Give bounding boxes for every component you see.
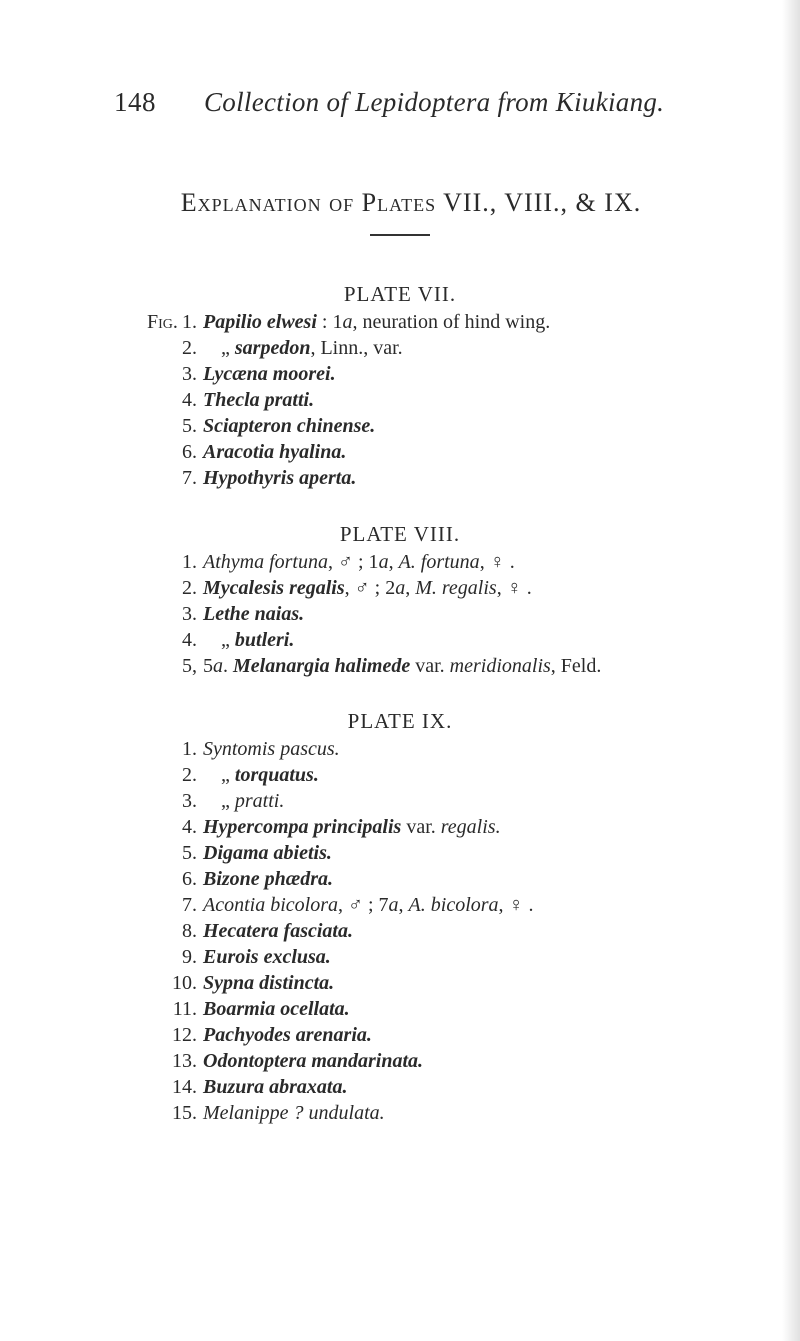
plate-entry bbox=[0, 944, 800, 970]
entry-number: 13. bbox=[172, 1050, 197, 1072]
entry-number: 1. bbox=[182, 311, 197, 333]
plate-entry bbox=[0, 814, 800, 840]
entry-number: 3. bbox=[182, 603, 197, 625]
entry-text: Papilio elwesi : 1a, neuration of hind wing. bbox=[203, 311, 551, 333]
entry-number: 2. bbox=[182, 764, 197, 786]
plate-entry bbox=[0, 918, 800, 944]
entry-text: Acontia bicolora, ♂ ; 7a, A. bicolora, ♀ . bbox=[203, 894, 534, 916]
entry-text: Thecla pratti. bbox=[203, 389, 315, 411]
entry-text: „ butleri. bbox=[221, 629, 295, 651]
entry-text: Boarmia ocellata. bbox=[203, 998, 350, 1020]
plate-entry bbox=[0, 1048, 800, 1074]
entry-number: 2. bbox=[182, 337, 197, 359]
entry-number: 4. bbox=[182, 389, 197, 411]
entry-number: 11. bbox=[172, 998, 197, 1020]
entry-text: Syntomis pascus. bbox=[203, 738, 340, 760]
plate-entry bbox=[0, 762, 800, 788]
plate-entry bbox=[0, 439, 800, 465]
plate-entry bbox=[0, 387, 800, 413]
plate-entry bbox=[0, 465, 800, 491]
entry-text: Hypothyris aperta. bbox=[203, 467, 357, 489]
entry-number: 8. bbox=[182, 920, 197, 942]
entry-number: 5. bbox=[182, 415, 197, 437]
page-title: Explanation of Plates VII., VIII., & IX. bbox=[180, 188, 642, 217]
plate-entry bbox=[0, 413, 800, 439]
fig-label: Fig. bbox=[147, 311, 178, 333]
running-title: Collection of Lepidoptera from Kiukiang. bbox=[204, 87, 665, 117]
plate-entry bbox=[0, 970, 800, 996]
entry-text: Lycæna moorei. bbox=[203, 363, 336, 385]
entry-text: Melanippe ? undulata. bbox=[203, 1102, 385, 1124]
entry-text: Bizone phædra. bbox=[203, 868, 334, 890]
plate-heading-viii: PLATE VIII. bbox=[339, 522, 461, 546]
plate-entry bbox=[0, 575, 800, 601]
title-rule bbox=[370, 234, 430, 236]
entry-text: Hecatera fasciata. bbox=[203, 920, 353, 942]
entry-text: Sciapteron chinense. bbox=[203, 415, 376, 437]
entry-text: „ pratti. bbox=[221, 790, 285, 812]
plate-entry bbox=[0, 309, 800, 335]
plate-entry bbox=[0, 335, 800, 361]
plate-entry bbox=[0, 892, 800, 918]
plate-entry bbox=[0, 1074, 800, 1100]
plate-entry bbox=[0, 788, 800, 814]
entry-number: 3. bbox=[182, 790, 197, 812]
plate-heading-vii: PLATE VII. bbox=[343, 282, 457, 306]
plate-entry bbox=[0, 1100, 800, 1126]
entry-number: 7. bbox=[182, 894, 197, 916]
entry-text: Eurois exclusa. bbox=[203, 946, 331, 968]
entry-text: „ sarpedon, Linn., var. bbox=[221, 337, 403, 359]
plate-entry bbox=[0, 627, 800, 653]
plate-entry bbox=[0, 736, 800, 762]
entry-number: 3. bbox=[182, 363, 197, 385]
entry-number: 5, bbox=[182, 655, 197, 677]
entry-number: 4. bbox=[182, 816, 197, 838]
entry-number: 9. bbox=[182, 946, 197, 968]
entry-text: 5a. Melanargia halimede var. meridionalis, Feld. bbox=[203, 655, 602, 677]
entry-number: 14. bbox=[172, 1076, 197, 1098]
entry-text: Lethe naias. bbox=[203, 603, 305, 625]
entry-number: 2. bbox=[182, 577, 197, 599]
entry-number: 1. bbox=[182, 738, 197, 760]
entry-number: 4. bbox=[182, 629, 197, 651]
page-number: 148 bbox=[114, 87, 156, 117]
plate-entry bbox=[0, 996, 800, 1022]
entry-text: Hypercompa principalis var. regalis. bbox=[203, 816, 501, 838]
entry-text: Buzura abraxata. bbox=[203, 1076, 348, 1098]
entry-number: 7. bbox=[182, 467, 197, 489]
entry-text: Aracotia hyalina. bbox=[203, 441, 347, 463]
entry-text: „ torquatus. bbox=[221, 764, 319, 786]
plate-entry bbox=[0, 1022, 800, 1048]
entry-number: 15. bbox=[172, 1102, 197, 1124]
entry-number: 1. bbox=[182, 551, 197, 573]
plate-heading-ix: PLATE IX. bbox=[347, 709, 453, 733]
plate-entry bbox=[0, 840, 800, 866]
entry-number: 10. bbox=[172, 972, 197, 994]
plate-entry bbox=[0, 866, 800, 892]
plate-entry bbox=[0, 549, 800, 575]
entry-text: Athyma fortuna, ♂ ; 1a, A. fortuna, ♀ . bbox=[203, 551, 515, 573]
plate-entry bbox=[0, 361, 800, 387]
entry-number: 6. bbox=[182, 441, 197, 463]
entry-number: 12. bbox=[172, 1024, 197, 1046]
entry-number: 6. bbox=[182, 868, 197, 890]
entry-text: Digama abietis. bbox=[203, 842, 332, 864]
entry-number: 5. bbox=[182, 842, 197, 864]
entry-text: Sypna distincta. bbox=[203, 972, 335, 994]
plate-entry bbox=[0, 653, 800, 679]
entry-text: Mycalesis regalis, ♂ ; 2a, M. regalis, ♀ . bbox=[203, 577, 532, 599]
plate-entry bbox=[0, 601, 800, 627]
entry-text: Odontoptera mandarinata. bbox=[203, 1050, 424, 1072]
entry-text: Pachyodes arenaria. bbox=[203, 1024, 372, 1046]
